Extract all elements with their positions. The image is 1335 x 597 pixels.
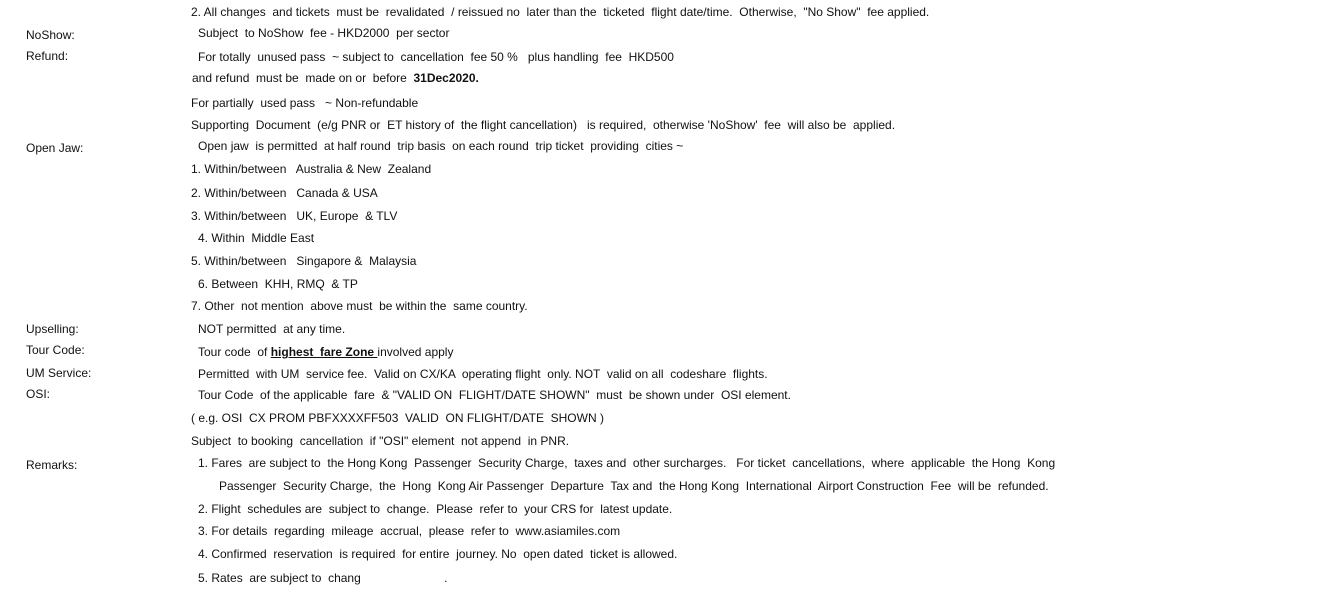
upselling-text: NOT permitted at any time.	[198, 322, 346, 336]
noshow-label: NoShow:	[26, 28, 75, 42]
remarks-item-1-line-2: Passenger Security Charge, the Hong Kong Air Passenger Departure Tax and the Hong Kong International Airport Construction Fee will be refunded.	[219, 479, 1049, 493]
refund-line-1: For totally unused pass ~ subject to cancellation fee 50 % plus handling fee HKD500	[198, 50, 674, 64]
remarks-item-5: 5. Rates are subject to chang .	[198, 571, 448, 585]
tour-code-highlight: highest fare Zone	[270, 345, 378, 359]
refund-line-4: Supporting Document (e/g PNR or ET history of the flight cancellation) is required, otherwise 'NoShow' fee will also be applied.	[191, 118, 896, 132]
osi-line-1: Tour Code of the applicable fare & "VALID ON FLIGHT/DATE SHOWN" must be shown under OSI element.	[198, 388, 791, 402]
remarks-item-1-line-1: 1. Fares are subject to the Hong Kong Passenger Security Charge, taxes and other surcharges. For ticket cancellations, where applicable the Hong Kong	[198, 456, 1056, 470]
osi-line-3: Subject to booking cancellation if "OSI" element not append in PNR.	[191, 434, 570, 448]
noshow-text: Subject to NoShow fee - HKD2000 per sector	[198, 26, 450, 40]
changes-rule-text: 2. All changes and tickets must be revalidated / reissued no later than the ticketed flight date/time. Otherwise, "No Show" fee applied.	[191, 5, 930, 19]
refund-deadline-date: 31Dec2020.	[413, 71, 479, 85]
open-jaw-item: 5. Within/between Singapore & Malaysia	[191, 254, 417, 268]
refund-line-2-prefix: and refund must be made on or before	[192, 71, 414, 85]
refund-line-2	[192, 71, 479, 85]
um-service-label: UM Service:	[26, 366, 92, 380]
remarks-item-2: 2. Flight schedules are subject to change. Please refer to your CRS for latest update.	[198, 502, 673, 516]
tour-code-label: Tour Code:	[26, 343, 85, 357]
open-jaw-item: 6. Between KHH, RMQ & TP	[198, 277, 358, 291]
tour-code-suffix: involved apply	[377, 345, 454, 359]
upselling-label: Upselling:	[26, 322, 79, 336]
remarks-item-3: 3. For details regarding mileage accrual, please refer to www.asiamiles.com	[198, 524, 621, 538]
um-service-text: Permitted with UM service fee. Valid on CX/KA operating flight only. NOT valid on all codeshare flights.	[198, 367, 768, 381]
osi-label: OSI:	[26, 387, 51, 401]
osi-example: ( e.g. OSI CX PROM PBFXXXXFF503 VALID ON FLIGHT/DATE SHOWN )	[191, 411, 604, 425]
tour-code-text	[198, 345, 453, 359]
open-jaw-item: 3. Within/between UK, Europe & TLV	[191, 209, 398, 223]
remarks-label: Remarks:	[26, 458, 78, 472]
open-jaw-item: 1. Within/between Australia & New Zealand	[191, 162, 432, 176]
open-jaw-intro: Open jaw is permitted at half round trip basis on each round trip ticket providing cities ~	[198, 139, 684, 153]
tour-code-prefix: Tour code of	[198, 345, 271, 359]
open-jaw-item: 7. Other not mention above must be within the same country.	[191, 299, 528, 313]
remarks-item-4: 4. Confirmed reservation is required for entire journey. No open dated ticket is allowed.	[198, 547, 678, 561]
open-jaw-item: 2. Within/between Canada & USA	[191, 186, 378, 200]
open-jaw-label: Open Jaw:	[26, 141, 84, 155]
open-jaw-item: 4. Within Middle East	[198, 231, 315, 245]
refund-label: Refund:	[26, 49, 69, 63]
refund-line-3: For partially used pass ~ Non-refundable	[191, 96, 419, 110]
